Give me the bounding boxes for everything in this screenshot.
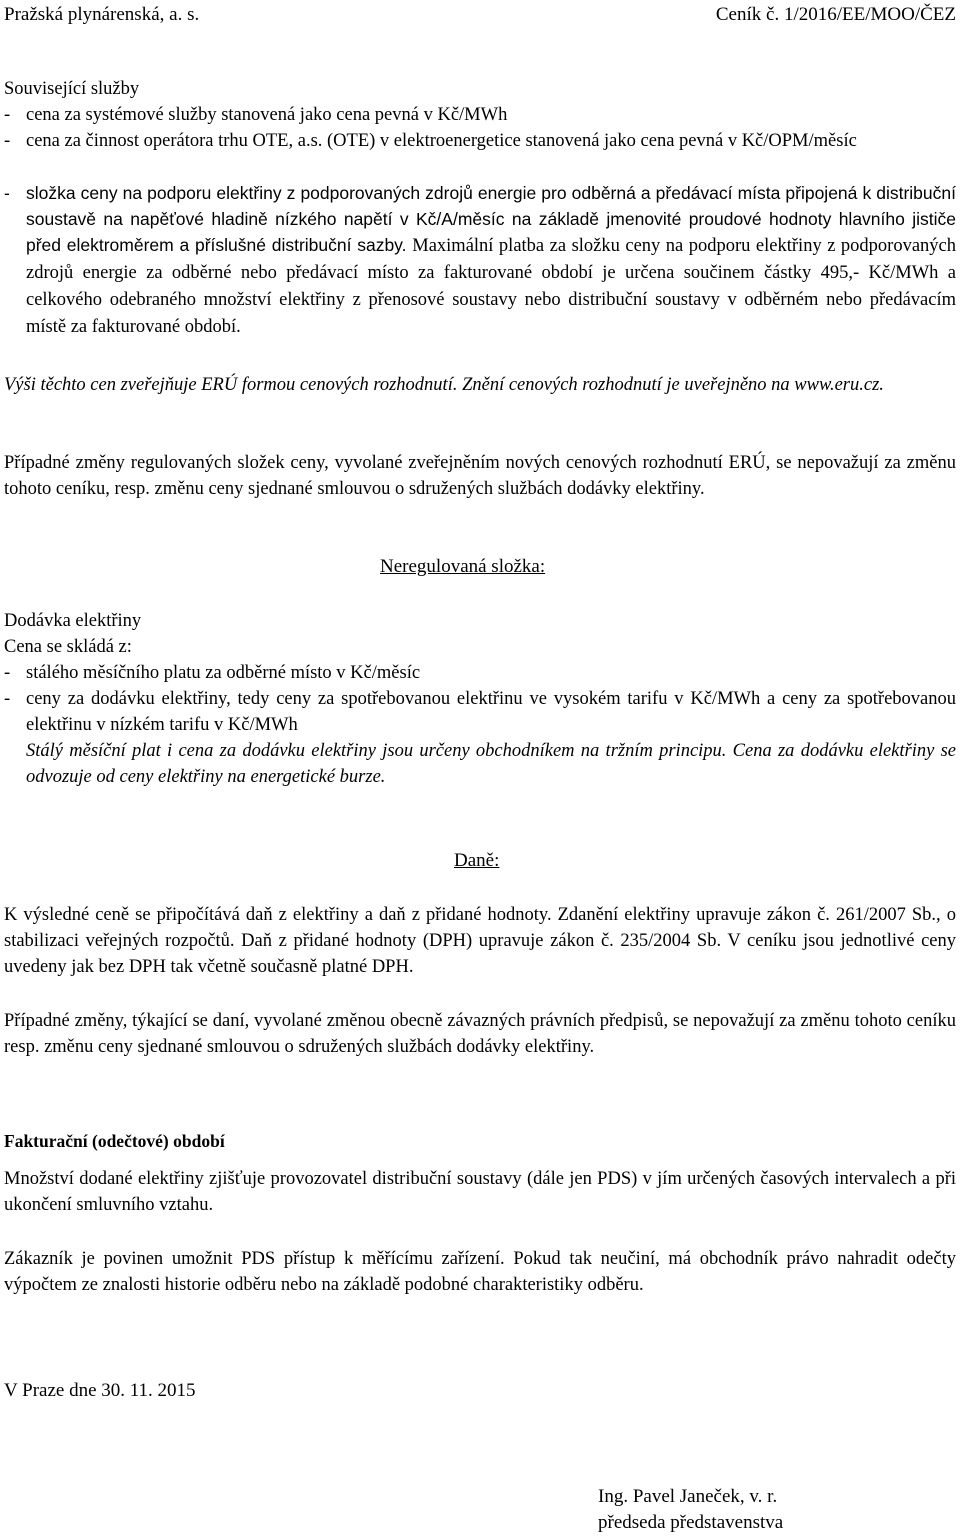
market-note: Stálý měsíční plat i cena za dodávku elektřiny jsou určeny obchodníkem na tržním principu. Cena za dodávku elektřiny se odvozuje od ceny elektřiny na energetické burze. [26, 741, 956, 787]
list-item: - cena za činnost operátora trhu OTE, a.s. (OTE) v elektroenergetice stanovená jako cena pevná v Kč/OPM/měsíc [4, 128, 956, 154]
taxes-paragraph-2: Případné změny, týkající se daní, vyvolané změnou obecně závazných právních předpisů, se nepovažují za změnu tohoto ceníku resp. změnu ceny sjednané smlouvou o sdružených službách dodávky elektřiny. [4, 1011, 956, 1057]
list-item-text: stálého měsíčního platu za odběrné místo v Kč/měsíc [26, 663, 421, 683]
signatory-name: Ing. Pavel Janeček, v. r. [598, 1486, 778, 1507]
support-component-item [4, 180, 956, 340]
supply-title: Dodávka elektřiny [4, 611, 142, 631]
list-item: - složka ceny na podporu elektřiny z podporovaných zdrojů energie pro odběrná a předávací místa připojená k distribuční soustavě na napěťové hladině nízkého napětí v Kč/A/měsíc na základě jmenovité proudové hodnoty hlavního jističe před elektroměrem a příslušné distribuční sazby. Maximální platba za složku ceny na podporu elektřiny z podporovaných zdrojů energie za odběrné nebo předávací místo za fakturované období je určena součinem částky 495,- Kč/MWh a celkového odebraného množství elektřiny z přenosové soustavy nebo distribuční soustavy v odběrném nebo předávacím místě za fakturované období. [4, 183, 956, 337]
place-date: V Praze dne 30. 11. 2015 [4, 1380, 196, 1401]
regulated-changes-note: Případné změny regulovaných složek ceny, vyvolané zveřejněním nových cenových rozhodnutí ERÚ, se nepovažují za změnu tohoto ceníku, resp. změnu ceny sjednané smlouvou o sdružených službách dodávky elektřiny. [4, 453, 956, 499]
eru-note: Výši těchto cen zveřejňuje ERÚ formou cenových rozhodnutí. Znění cenových rozhodnutí je uveřejněno na www.eru.cz. [4, 375, 884, 395]
list-item: - ceny za dodávku elektřiny, tedy ceny za spotřebovanou elektřinu ve vysokém tarifu v Kč/MWh a ceny za spotřebovanou elektřinu v nízkém tarifu v Kč/MWh [4, 686, 956, 738]
taxes-heading: Daně: [454, 850, 500, 871]
company-name: Pražská plynárenská, a. s. [4, 4, 200, 25]
list-item: - cena za systémové služby stanovená jako cena pevná v Kč/MWh [4, 102, 956, 128]
related-services-section [4, 76, 956, 154]
list-item-text: cena za činnost operátora trhu OTE, a.s. (OTE) v elektroenergetice stanovená jako cena pevná v Kč/OPM/měsíc [26, 131, 857, 151]
taxes-paragraph-1: K výsledné ceně se připočítává daň z elektřiny a daň z přidané hodnoty. Zdanění elektřiny upravuje zákon č. 261/2007 Sb., o stabilizaci veřejných rozpočtů. Daň z přidané hodnoty (DPH) upravuje zákon č. 235/2004 Sb. V ceníku jsou jednotlivé ceny uvedeny jak bez DPH tak včetně současně platné DPH. [4, 905, 956, 977]
related-services-title: Související služby [4, 79, 140, 99]
unregulated-heading: Neregulovaná složka: [380, 556, 546, 577]
signatory-role: předseda představenstva [598, 1512, 784, 1533]
list-item: - stálého měsíčního platu za odběrné místo v Kč/měsíc [4, 660, 956, 686]
supply-subtitle: Cena se skládá z: [4, 637, 132, 657]
billing-paragraph-2: Zákazník je povinen umožnit PDS přístup k měřícímu zařízení. Pokud tak neučiní, má obchodník právo nahradit odečty výpočtem ze znalosti historie odběru nebo na základě podobné charakteristiky odběru. [4, 1249, 956, 1295]
list-item-text: složka ceny na podporu elektřiny z podporovaných zdrojů energie pro odběrná a předávací místa připojená k distribuční soustavě na napěťové hladině nízkého napětí v Kč/A/měsíc na základě jmenovité proudové hodnoty hlavního jističe před elektroměrem a příslušné distribuční sazby. [26, 183, 956, 255]
supply-section [4, 608, 956, 790]
billing-paragraph-1: Množství dodané elektřiny zjišťuje provozovatel distribuční soustavy (dále jen PDS) v jím určených časových intervalech a při ukončení smluvního vztahu. [4, 1169, 956, 1215]
list-item-text: cena za systémové služby stanovená jako cena pevná v Kč/MWh [26, 105, 508, 125]
list-item-text: ceny za dodávku elektřiny, tedy ceny za spotřebovanou elektřinu ve vysokém tarifu v Kč/MWh a ceny za spotřebovanou elektřinu v nízkém tarifu v Kč/MWh [26, 689, 956, 735]
billing-heading: Fakturační (odečtové) období [4, 1131, 225, 1151]
pricelist-number: Ceník č. 1/2016/EE/MOO/ČEZ [715, 4, 956, 25]
max-payment-text: Maximální platba za složku ceny na podporu elektřiny z podporovaných zdrojů energie za odběrné nebo předávací místo za fakturované období je určena součinem částky 495,- Kč/MWh a celkového odebraného množství elektřiny z přenosové soustavy nebo distribuční soustavy v odběrném nebo předávacím místě za fakturované období. [26, 236, 956, 337]
